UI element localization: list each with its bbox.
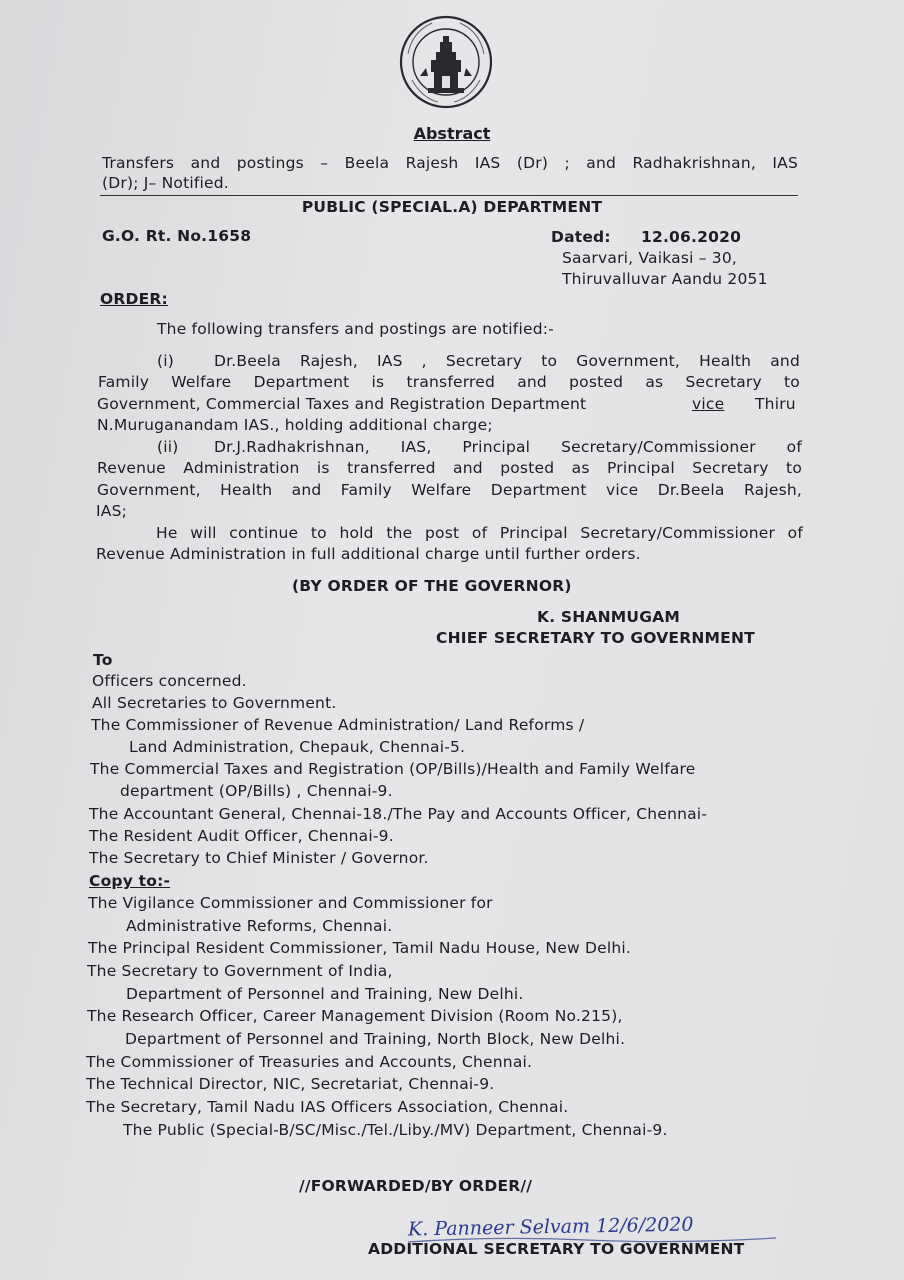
signatory-designation: CHIEF SECRETARY TO GOVERNMENT xyxy=(436,629,755,647)
item-2-line-3: Government, Health and Family Welfare Department vice Dr.Beela Rajesh, xyxy=(97,481,802,499)
header-divider xyxy=(100,195,798,196)
to-recipient: The Resident Audit Officer, Chennai-9. xyxy=(89,827,394,845)
handwritten-signature: K. Panneer Selvam 12/6/2020 xyxy=(407,1213,694,1241)
to-recipient: The Commercial Taxes and Registration (OP/Bills)/Health and Family Welfare xyxy=(90,760,696,778)
tamil-nadu-emblem-icon xyxy=(398,14,494,110)
dated-label: Dated: xyxy=(551,228,611,246)
to-recipient: The Accountant General, Chennai-18./The Pay and Accounts Officer, Chennai- xyxy=(89,805,708,823)
to-heading: To xyxy=(93,651,113,669)
tamil-date-line-1: Saarvari, Vaikasi – 30, xyxy=(562,249,738,267)
copy-to-recipient: Department of Personnel and Training, New Delhi. xyxy=(126,985,524,1003)
to-recipient: Land Administration, Chepauk, Chennai-5. xyxy=(129,738,466,756)
to-recipient: The Secretary to Chief Minister / Governor. xyxy=(89,849,429,867)
item-2-number: (ii) xyxy=(157,438,179,456)
item-1-line-1: Dr.Beela Rajesh, IAS , Secretary to Government, Health and xyxy=(214,352,800,370)
continue-line-2: Revenue Administration in full additional charge until further orders. xyxy=(96,545,641,563)
copy-to-recipient: The Public (Special-B/SC/Misc./Tel./Liby./MV) Department, Chennai-9. xyxy=(123,1121,668,1139)
copy-to-recipient: The Commissioner of Treasuries and Accounts, Chennai. xyxy=(86,1053,533,1071)
abstract-title: Abstract xyxy=(413,124,491,143)
additional-secretary-designation: ADDITIONAL SECRETARY TO GOVERNMENT xyxy=(368,1240,745,1258)
copy-to-recipient: The Vigilance Commissioner and Commissioner for xyxy=(88,894,493,912)
tamil-date-line-2: Thiruvalluvar Aandu 2051 xyxy=(562,270,768,288)
copy-to-recipient: The Secretary to Government of India, xyxy=(87,962,393,980)
by-order-of-governor: (BY ORDER OF THE GOVERNOR) xyxy=(292,577,572,595)
abstract-subject-line-2: (Dr); J– Notified. xyxy=(102,174,229,192)
copy-to-heading: Copy to:- xyxy=(89,872,171,890)
item-2-line-1: Dr.J.Radhakrishnan, IAS, Principal Secretary/Commissioner of xyxy=(214,438,802,456)
copy-to-recipient: Administrative Reforms, Chennai. xyxy=(126,917,393,935)
item-1-line-2: Family Welfare Department is transferred and posted as Secretary to xyxy=(98,373,800,391)
item-1-line-3a: Government, Commercial Taxes and Registration Department xyxy=(97,395,587,413)
to-recipient: All Secretaries to Government. xyxy=(92,694,337,712)
department-name: PUBLIC (SPECIAL.A) DEPARTMENT xyxy=(301,198,603,216)
copy-to-recipient: The Secretary, Tamil Nadu IAS Officers Association, Chennai. xyxy=(86,1098,569,1116)
to-recipient: The Commissioner of Revenue Administration/ Land Reforms / xyxy=(91,716,585,734)
continue-line-1: He will continue to hold the post of Principal Secretary/Commissioner of xyxy=(156,524,803,542)
order-intro: The following transfers and postings are notified:- xyxy=(157,320,554,338)
copy-to-recipient: The Technical Director, NIC, Secretariat, Chennai-9. xyxy=(86,1075,495,1093)
to-recipient: department (OP/Bills) , Chennai-9. xyxy=(120,782,393,800)
item-2-line-2: Revenue Administration is transferred and posted as Principal Secretary to xyxy=(97,459,802,477)
copy-to-recipient: The Research Officer, Career Management Division (Room No.215), xyxy=(87,1007,623,1025)
item-2-line-4: IAS; xyxy=(96,502,128,520)
item-1-line-4: N.Muruganandam IAS., holding additional charge; xyxy=(97,416,493,434)
go-number: G.O. Rt. No.1658 xyxy=(102,227,252,245)
to-recipient: Officers concerned. xyxy=(92,672,247,690)
order-heading: ORDER: xyxy=(100,290,168,308)
item-1-number: (i) xyxy=(157,352,175,370)
abstract-subject-line-1: Transfers and postings – Beela Rajesh IAS (Dr) ; and Radhakrishnan, IAS xyxy=(102,154,798,172)
forwarded-by-order: //FORWARDED/BY ORDER// xyxy=(299,1177,533,1195)
item-1-line-3b: Thiru xyxy=(755,395,796,413)
copy-to-recipient: Department of Personnel and Training, North Block, New Delhi. xyxy=(125,1030,626,1048)
signatory-name: K. SHANMUGAM xyxy=(537,608,680,626)
item-1-vice: vice xyxy=(692,395,725,413)
copy-to-recipient: The Principal Resident Commissioner, Tamil Nadu House, New Delhi. xyxy=(88,939,631,957)
dated-value: 12.06.2020 xyxy=(641,228,742,246)
